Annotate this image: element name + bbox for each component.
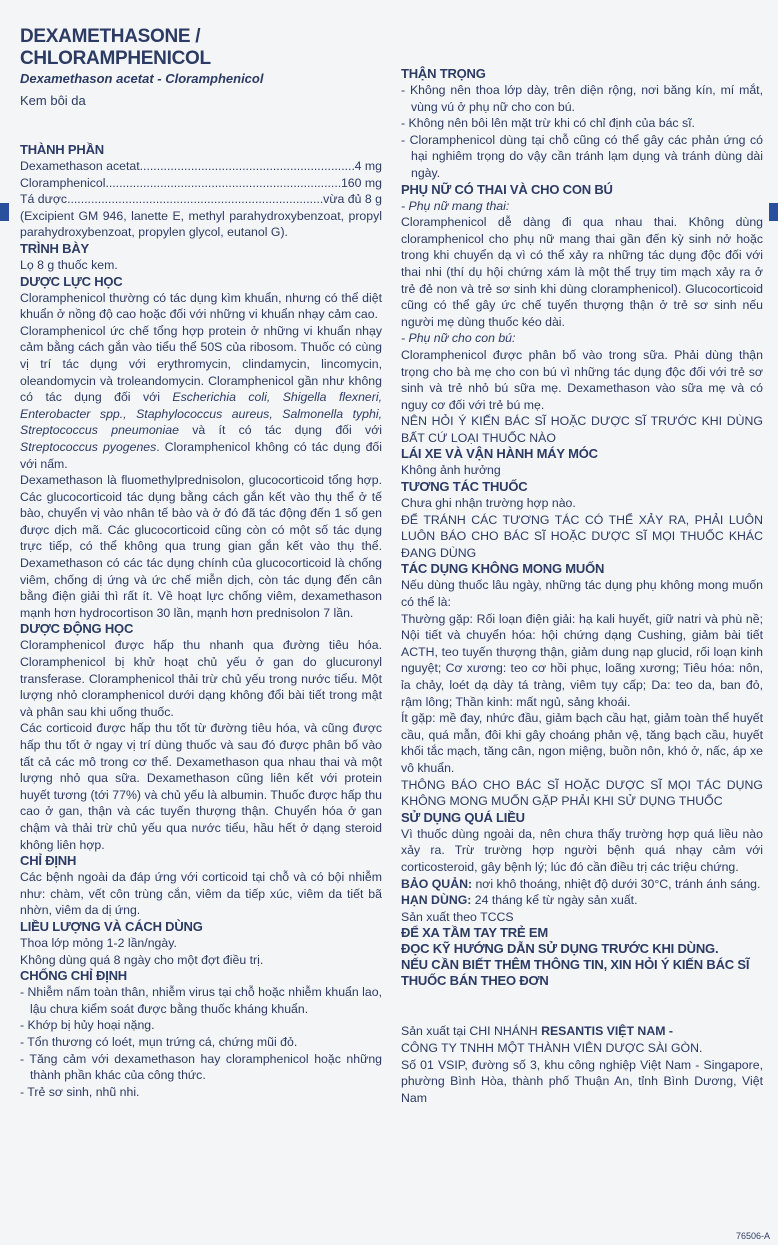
interactions-heading: TƯƠNG TÁC THUỐC [401,479,528,495]
ingredient-name: Cloramphenicol [20,175,106,190]
manufacturer-address: Số 01 VSIP, đường số 3, khu công nghiệp Việt Nam - Singapore, phường Bình Hòa, thành phố Thuận An, tỉnh Bình Dương, Việt Nam [401,1057,763,1105]
interactions-notice: ĐỂ TRÁNH CÁC TƯƠNG TÁC CÓ THỂ XẢY RA, PHẢI LUÔN LUÔN BÁO CHO BÁC SĨ HOẶC DƯỢC SĨ MỌI THUỐC KHÁC ĐANG DÙNG [401,512,763,560]
storage-text: BẢO QUẢN: nơi khô thoáng, nhiệt độ dưới 30°C, tránh ánh sáng. [401,876,761,891]
list-item: - Cloramphenicol dùng tại chỗ cũng có thể gây các phản ứng có hại nghiêm trọng do vậy cần tránh lạm dụng và tránh dùng dài ngày. [401,132,763,180]
right-column [401,66,763,1106]
driving-text: Không ảnh hưởng [401,463,501,478]
pharmacodynamics-p3: Dexamethason là fluomethylprednisolon, glucocorticoid tổng hợp. Các glucocorticoid tác dụng bằng cách gắn kết vào thụ thể ở tế bào, chuyển vị vào nhân tế bào và ở đó đã tác động đến 1 số gen được dịch mã. Các glucocorticoid cũng còn có một số tác dụng trực tiếp, có thể không qua trung gian gắn kết vào thụ thể. Dexamethason có các tác dụng chính của glucocorticoid là chống viêm, chống dị ứng và ức chế miễn dịch, còn tác dụng đến cân bằng điện giải thì rất ít. Về hoạt lực chống viêm, dexamethason mạnh hơn hydrocortison 30 lần, mạnh hơn prednisolon 7 lần. [20,473,382,620]
pharmacokinetics-p2: Các corticoid được hấp thu tốt từ đường tiêu hóa, và cũng được hấp thu tốt ở ngay vị trí dùng thuốc và sau đó được phân bố vào tất cả các mô trong cơ thể. Dexamethason qua nhau thai và một lượng nhỏ qua sữa. Dexamethason cũng liên kết với protein huyết tương (tới 77%) và chủ yếu là albumin. Thuốc được hấp thu cao ở gan, thận và các tuyến thượng thận. Chuyển hóa ở gan chậm và thải trừ chủ yếu qua nước tiểu, hầu hết ở dạng steroid không liên hợp. [20,721,382,852]
right-edge-marker [769,203,778,221]
list-item: - Nhiễm nấm toàn thân, nhiễm virus tại chỗ hoặc nhiễm khuẩn lao, lậu chưa kiểm soát được bằng thuốc kháng khuẩn. [20,985,382,1016]
breastfeeding-subheading: - Phụ nữ cho con bú: [401,331,516,346]
ingredient-amount: 4 mg [354,159,382,173]
product-subtitle: Dexamethason acetat - Cloramphenicol [20,71,264,86]
ingredient-name: Tá dược [20,192,68,207]
left-edge-marker [0,203,9,221]
composition-row [20,191,382,208]
pharmacodynamics-heading: DƯỢC LỰC HỌC [20,273,123,289]
indications-text: Các bệnh ngoài da đáp ứng với corticoid tại chỗ và có bội nhiễm như: chàm, vết côn trùng cắn, viêm da tiếp xúc, viêm da tiết bã nhờn, viêm da dị ứng. [20,870,382,918]
left-column [20,0,382,1100]
list-item: - Không nên bôi lên mặt trừ khi có chỉ định của bác sĩ. [401,116,695,131]
ingredient-name: Dexamethason acetat [20,159,140,173]
dosage-line1: Thoa lớp mỏng 1-2 lần/ngày. [20,935,177,950]
ingredient-amount: vừa đủ 8 g [323,192,382,207]
driving-heading: LÁI XE VÀ VẬN HÀNH MÁY MÓC [401,446,598,462]
presentation-heading: TRÌNH BÀY [20,240,89,256]
pharmacokinetics-heading: DƯỢC ĐỘNG HỌC [20,621,134,637]
standard-text: Sản xuất theo TCCS [401,909,514,924]
composition-row [20,175,382,192]
expiry-text: HẠN DÙNG: 24 tháng kể từ ngày sản xuất. [401,893,638,908]
consult-notice: NÊN HỎI Ý KIẾN BÁC SĨ HOẶC DƯỢC SĨ TRƯỚC KHI DÙNG BẤT CỨ LOẠI THUỐC NÀO [401,414,763,445]
list-item: - Không nên thoa lớp dày, trên diện rộng, nơi băng kín, mí mắt, vùng vú ở phụ nữ cho con bú. [401,83,763,114]
pregnancy-text: Cloramphenicol dễ dàng đi qua nhau thai. Không dùng cloramphenicol cho phụ nữ mang thai gần đến kỳ sinh nở hoặc trong khi chuyển dạ vì có thể xảy ra những tác dụng độc đối với thai nhi (thí dụ hội chứng xám là một thể trụy tim mạch xảy ra ở trẻ đẻ non và trẻ sơ sinh khi dùng cloramphenicol). Glucocorticoid cũng có thể gây ức chế tuyến thượng thận ở trẻ sơ sinh nếu người mẹ dùng thuốc kéo dài. [401,215,763,329]
warning-line: THUỐC BÁN THEO ĐƠN [401,973,549,989]
pregnancy-subheading: - Phụ nữ mang thai: [401,198,510,213]
list-item: - Tổn thương có loét, mụn trứng cá, chứng mũi đỏ. [20,1034,298,1049]
product-title: DEXAMETHASONE / CHLORAMPHENICOL [20,26,211,69]
overdose-heading: SỬ DỤNG QUÁ LIỀU [401,809,525,825]
breastfeeding-text: Cloramphenicol được phân bố vào trong sữa. Phải dùng thận trọng cho bà mẹ cho con bú vì những tác dụng độc đối với trẻ sơ sinh và trẻ nhỏ bú sữa mẹ. Dexamethason vào sữa mẹ và có nguy cơ đối với trẻ bú mẹ. [401,347,763,412]
pharmacokinetics-p1: Cloramphenicol được hấp thu nhanh qua đường tiêu hóa. Cloramphenicol bị khử hoạt chủ yếu ở gan do glucuronyl transferase. Cloramphenicol thải trừ chủ yếu trong nước tiểu. Một lượng nhỏ cloramphenicol dưới dạng không đổi bài tiết trong mật và phân sau khi uống thuốc. [20,638,382,719]
adverse-heading: TÁC DỤNG KHÔNG MONG MUỐN [401,561,605,577]
leaflet-code: 76506-A [735,1231,770,1241]
indications-heading: CHỈ ĐỊNH [20,853,77,869]
excipients-text: (Excipient GM 946, lanette E, methyl parahydroxybenzoat, propyl parahydroxybenzoat, propylen glycol, eutanol G). [20,208,382,240]
pharmacodynamics-p2: Cloramphenicol ức chế tổng hợp protein ở những vi khuẩn nhạy cảm bằng cách gắn vào tiểu thể 50S của ribosom. Thuốc có cùng vị trí tác dụng với erythromycin, clindamycin, lincomycin, oleandomycin và troleandomycin. Cloramphenicol gần như không có tác dụng đối với Escherichia coli, Shigella flexneri, Enterobacter spp., Staphylococcus aureus, Salmonella typhi, Streptococcus pneumoniae và ít có tác dụng đối với Streptococcus pyogenes. Cloramphenicol không có tác dụng đối với nấm. [20,323,383,471]
precautions-list [401,82,763,182]
composition-row [20,158,382,175]
dosage-line2: Không dùng quá 8 ngày cho một đợt điều trị. [20,952,264,967]
presentation-text: Lọ 8 g thuốc kem. [20,257,118,272]
pregnancy-heading: PHỤ NỮ CÓ THAI VÀ CHO CON BÚ [401,181,613,197]
contraindications-heading: CHỐNG CHỈ ĐỊNH [20,968,127,984]
adverse-intro: Nếu dùng thuốc lâu ngày, những tác dụng phụ không mong muốn có thể là: [401,578,763,610]
list-item: - Khớp bị hủy hoại nặng. [20,1018,155,1033]
warning-line: ĐỌC KỸ HƯỚNG DẪN SỬ DỤNG TRƯỚC KHI DÙNG. [401,941,719,957]
dosage-form: Kem bôi da [20,93,86,108]
list-item: - Trẻ sơ sinh, nhũ nhi. [20,1084,140,1099]
dosage-heading: LIỀU LƯỢNG VÀ CÁCH DÙNG [20,918,203,934]
contraindications-list [20,984,382,1100]
adverse-uncommon: Ít gặp: mề đay, nhức đầu, giảm bạch cầu hạt, giảm toàn thể huyết cầu, quá mẫn, đôi khi gây choáng phản vệ, tăng bạch cầu, huyết khối tắc mạch, tăng cân, ngon miệng, buồn nôn, khó ở, nấc, áp xe vô khuẩn. [401,711,763,775]
warning-line: ĐỂ XA TẦM TAY TRẺ EM [401,925,548,941]
ingredient-amount: 160 mg [340,175,382,190]
interactions-text: Chưa ghi nhận trường hợp nào. [401,496,576,511]
manufacturer-line: Sản xuất tại CHI NHÁNH RESANTIS VIỆT NAM - [401,1024,673,1039]
adverse-common: Thường gặp: Rối loạn điện giải: hạ kali huyết, giữ natri và phù nề; Nội tiết và chuyển hóa: hội chứng dạng Cushing, giảm bài tiết ACTH, teo tuyến thượng thận, giảm dung nạp glucid, rối loạn kinh nguyệt; Cơ xương: teo cơ hồi phục, loãng xương; Tiêu hóa: nôn, ỉa chảy, loét dạ dày tá tràng, viêm tụy cấp; Da: teo da, ban đỏ, rậm lông; Thần kinh: mất ngủ, sảng khoái. [401,611,763,709]
overdose-text: Vì thuốc dùng ngoài da, nên chưa thấy trường hợp quá liều nào xảy ra. Trừ trường hợp người bệnh quá nhạy cảm với corticosteroid, gây bệnh lý; lúc đó cần điều trị các triệu chứng. [401,826,763,874]
manufacturer-company: CÔNG TY TNHH MỘT THÀNH VIÊN DƯỢC SÀI GÒN. [401,1040,703,1055]
list-item: - Tăng cảm với dexamethason hay cloramphenicol hoặc những thành phần khác của công thức. [20,1051,382,1083]
precautions-heading: THẬN TRỌNG [401,66,486,81]
adverse-notice: THÔNG BÁO CHO BÁC SĨ HOẶC DƯỢC SĨ MỌI TÁC DỤNG KHÔNG MONG MUỐN GẶP PHẢI KHI SỬ DỤNG THUỐC [401,777,763,809]
warning-line: NẾU CẦN BIẾT THÊM THÔNG TIN, XIN HỎI Ý KIẾN BÁC SĨ [401,957,750,973]
composition-heading: THÀNH PHẦN [20,142,104,157]
pharmacodynamics-p1: Cloramphenicol thường có tác dụng kìm khuẩn, nhưng có thể diệt khuẩn ở nồng độ cao hoặc đối với những vi khuẩn nhạy cảm cao. [20,290,382,322]
